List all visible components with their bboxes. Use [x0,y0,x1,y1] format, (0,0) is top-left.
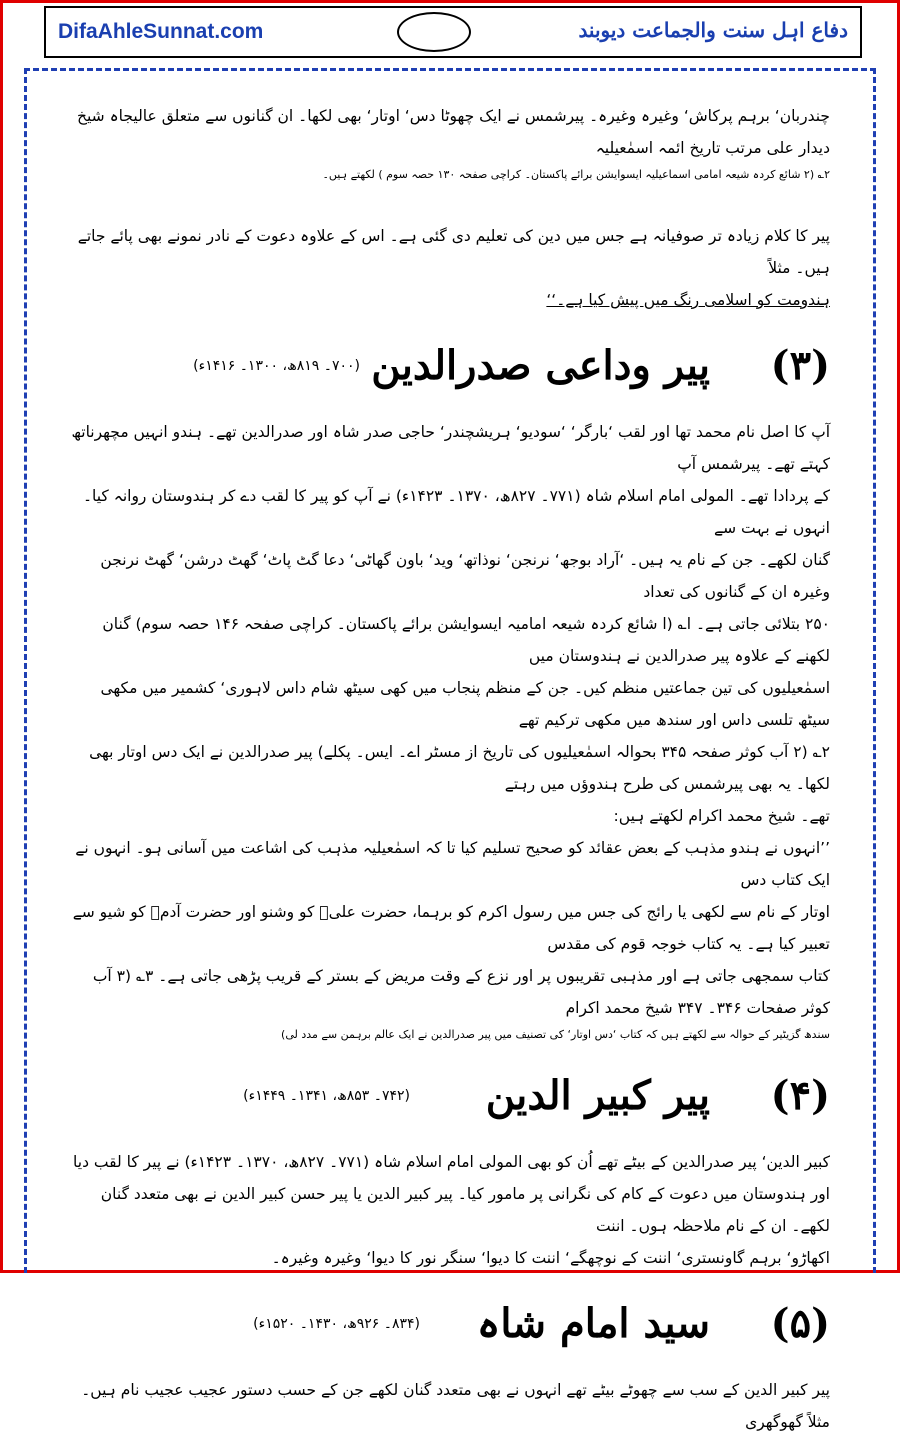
paragraph-line: اسمٰعیلیوں کی تین جماعتیں منظم کیں۔ جن کے منظم پنجاب میں کھی سیٹھ شام داس لاہوری‘ کشمیر میں مکھی سیٹھ تلسی داس اور سندھ میں مکھی ترکیم تھے [100,679,830,729]
section-footnote: سندھ گزیٹیر کے حوالہ سے لکھتے ہیں کہ کتاب ‘دس اوتار‘ کی تصنیف میں پیر صدرالدین نے ایک عالم برہمن سے مدد لی) [281,1028,830,1041]
site-url-link[interactable]: DifaAhleSunnat.com [58,20,264,43]
section-dates: (۸۳۴۔ ۹۲۶ھ، ۱۴۳۰۔ ۱۵۲۰ء) [253,1316,420,1332]
section-dates: (۷۰۰۔ ۸۱۹ھ، ۱۳۰۰۔ ۱۴۱۶ء) [193,358,360,374]
site-title: دفاع اہل سنت والجماعت دیوبند [578,18,848,42]
page-header [44,6,862,58]
section-number: (۳) [770,342,830,389]
section-number: (۵) [770,1300,830,1347]
intro-line: پیر کا کلام زیادہ تر صوفیانہ ہے جس میں دین کی تعلیم دی گئی ہے۔ اس کے علاوہ دعوت کے نادر نمونے بھی پائے جاتے ہیں۔ مثلاً [77,227,830,277]
paragraph-line: کبیر الدین‘ پیر صدرالدین کے بیٹے تھے اُن کو بھی المولی امام اسلام شاہ (۷۷۱۔ ۸۲۷ھ، ۱۳۷۰۔ ۱۴۲۳ء) نے پیر کا لقب دیا [73,1153,830,1171]
paragraph-line: اور ہندوستان میں دعوت کے کام کی نگرانی پر مامور کیا۔ پیر کبیر الدین یا پیر حسن کبیر الدین نے بھی متعدد گنان لکھے۔ ان کے نام ملاحظہ ہوں۔ اننت [100,1185,830,1235]
paragraph-line: گنان لکھے۔ جن کے نام یہ ہیں۔ ‘آراد بوجھ‘ نرنجن‘ نوذاتھ‘ وید‘ باون گھاٹی‘ دعا گٹ پاٹ‘ گھٹ درشن‘ گھٹ نرنجن وغیرہ ان کے گنانوں کی تعداد [100,551,830,601]
paragraph-line: کے پردادا تھے۔ المولی امام اسلام شاہ (۷۷۱۔ ۸۲۷ھ، ۱۳۷۰۔ ۱۴۲۳ء) نے آپ کو پیر کا لقب دے کر ہندوستان روانہ کیا۔ انہوں نے بہت سے [82,487,830,537]
page-content [70,100,830,1438]
section-title: پیر وداعی صدرالدین [371,342,710,389]
paragraph-line: پیر کبیر الدین کے سب سے چھوٹے بیٹے تھے انہوں نے بھی متعدد گنان لکھے جن کے حسب دستور عجیب عجیب نام ہیں۔ مثلاً گھوگھری [81,1381,830,1431]
paragraph-line: ۲۵۰ بتلائی جاتی ہے۔ ا؎ (ا شائع کردہ شیعہ امامیہ ایسوایشن برائے پاکستان۔ کراچی صفحہ ۱۴۶ حصہ سوم) گنان لکھنے کے علاوہ پیر صدرالدین نے ہندوستان میں [102,615,830,665]
section-title: سید امام شاہ [476,1300,710,1347]
paragraph-line: ۲؎ (۲ آب کوثر صفحہ ۳۴۵ بحوالہ اسمٰعیلیوں کی تاریخ از مسٹر اے۔ ایس۔ پکلے) پیر صدرالدین نے ایک دس اوتار بھی لکھا۔ یہ بھی پیرشمس کی طرح ہندوؤں میں رہتے [89,743,830,793]
paragraph-line: آپ کا اصل نام محمد تھا اور لقب ‘بارگر‘ ‘سودیو‘ ہریشچندر‘ حاجی صدر شاہ اور صدرالدین تھے۔ ہندو انہیں مچھرناتھ کہتے تھے۔ پیرشمس آپ [71,423,830,473]
section-heading [70,1294,830,1366]
paragraph-line: اکھاڑو‘ برہم گاونستری‘ اننت کے نوچھگے‘ اننت کا دیوا‘ سنگر نور کا دیوا‘ وغیرہ وغیرہ۔ [271,1249,830,1267]
quote-line: اوتار کے نام سے لکھی یا رائج کی جس میں رسول اکرم کو برہما، حضرت علیؓ کو وشنو اور حضرت آدمؑ کو شیو سے تعبیر کیا ہے۔ یہ کتاب خوجہ قوم کی مقدس [72,903,830,953]
quote-line: ’’انہوں نے ہندو مذہب کے بعض عقائد کو صحیح تسلیم کیا تا کہ اسمٰعیلیہ مذہب کی اشاعت میں آسانی ہو۔ انہوں نے ایک کتاب دس [75,839,830,889]
section-number: (۴) [770,1072,830,1119]
section-dates: (۷۴۲۔ ۸۵۳ھ، ۱۳۴۱۔ ۱۴۴۹ء) [243,1088,410,1104]
intro-line: چندربان‘ برہم پرکاش‘ وغیرہ وغیرہ۔ پیرشمس نے ایک چھوٹا دس‘ اوتار‘ بھی لکھا۔ ان گنانوں سے متعلق عالیجاہ شیخ دیدار علی مرتب تاریخ ائمہ اسمٰعیلیہ [77,107,830,157]
section-heading [70,336,830,408]
quote-line: کتاب سمجھی جاتی ہے اور مذہبی تقریبوں پر اور نزع کے وقت مریض کے بستر کے قریب پڑھی جاتی ہے۔ ۳؎ (۳ آب کوثر صفحات ۳۴۶۔ ۳۴۷ شیخ محمد اکرام [92,967,830,1017]
section-heading [70,1066,830,1138]
intro-footnote: ۲؎ (۲ شائع کردہ شیعہ امامی اسماعیلیہ ایسوایشن برائے پاکستان۔ کراچی صفحہ ۱۳۰ حصہ سوم ) لکھتے ہیں۔ [322,168,830,181]
header-oval [397,12,471,52]
intro-line: ہندومت کو اسلامی رنگ میں پیش کیا ہے۔‘‘ [546,291,830,309]
paragraph-line: تھے۔ شیخ محمد اکرام لکھتے ہیں: [613,807,830,825]
section-title: پیر کبیر الدین [485,1072,710,1119]
